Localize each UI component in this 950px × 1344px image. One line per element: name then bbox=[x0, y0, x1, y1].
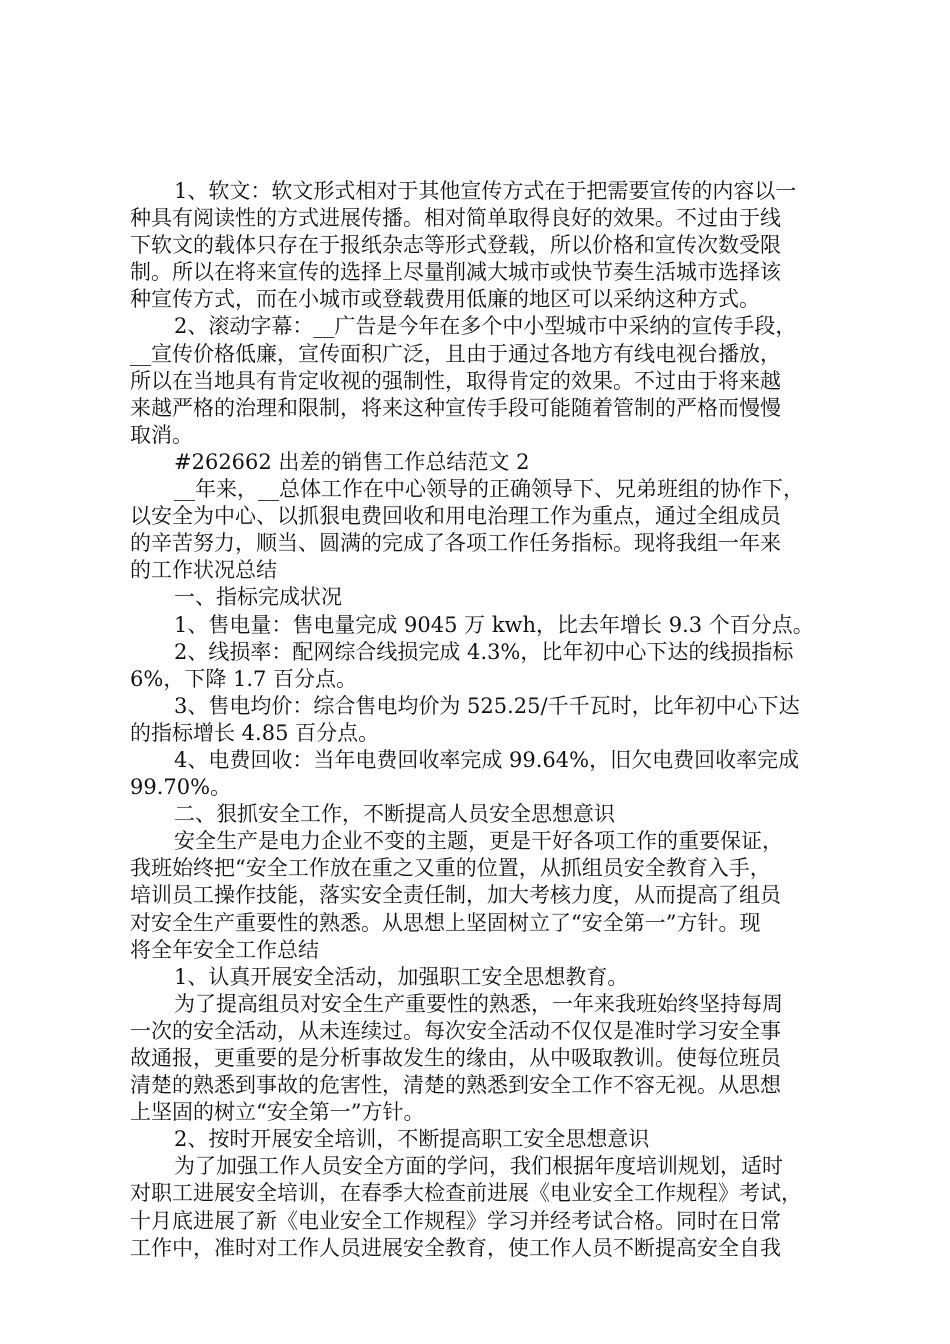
text-line: 1、售电量：售电量完成 9045 万 kwh，比去年增长 9.3 个百分点。 bbox=[174, 612, 814, 637]
text-line: 所以在当地具有肯定收视的强制性，取得肯定的效果。不过由于将来越 bbox=[130, 368, 781, 393]
text-line: 的辛苦努力，顺当、圆满的完成了各项工作任务指标。现将我组一年来 bbox=[130, 531, 781, 556]
text-line: 一、指标完成状况 bbox=[174, 585, 342, 610]
text-line: 来越严格的治理和限制，将来这种宣传手段可能随着管制的严格而慢慢 bbox=[130, 395, 781, 420]
text-line: __宣传价格低廉，宣传面积广泛，且由于通过各地方有线电视台播放， bbox=[130, 341, 781, 366]
text-line: 我班始终把“安全工作放在重之又重的位置，从抓组员安全教育入手， bbox=[130, 856, 771, 881]
text-line: 十月底进展了新《电业安全工作规程》学习并经考试合格。同时在日常 bbox=[130, 1208, 781, 1233]
text-line: 安全生产是电力企业不变的主题，更是干好各项工作的重要保证， bbox=[174, 829, 783, 854]
text-line: 取消。 bbox=[130, 422, 193, 447]
text-line: 对安全生产重要性的熟悉。从思想上坚固树立了“安全第一”方针。现 bbox=[130, 910, 761, 935]
text-line: 对职工进展安全培训，在春季大检查前进展《电业安全工作规程》考试， bbox=[130, 1181, 802, 1206]
text-line: 下软文的载体只存在于报纸杂志等形式登载，所以价格和宣传次数受限 bbox=[130, 233, 781, 258]
text-line: 为了提高组员对安全生产重要性的熟悉，一年来我班始终坚持每周 bbox=[174, 991, 783, 1016]
text-line: __年来，__总体工作在中心领导的正确领导下、兄弟班组的协作下， bbox=[174, 477, 804, 502]
text-line: 2、线损率：配网综合线损完成 4.3%，比年初中心下达的线损指标 bbox=[174, 639, 794, 664]
text-line: 99.70%。 bbox=[130, 775, 232, 800]
text-line: 清楚的熟悉到事故的危害性，清楚的熟悉到安全工作不容无视。从思想 bbox=[130, 1073, 781, 1098]
text-line: 制。所以在将来宣传的选择上尽量削减大城市或快节奏生活城市选择该 bbox=[130, 260, 781, 285]
text-line: 的指标增长 4.85 百分点。 bbox=[130, 720, 380, 745]
text-line: 的工作状况总结 bbox=[130, 558, 277, 583]
document-body bbox=[130, 178, 835, 1262]
text-line: 为了加强工作人员安全方面的学问，我们根据年度培训规划，适时 bbox=[174, 1154, 783, 1179]
text-line: 2、按时开展安全培训，不断提高职工安全思想意识 bbox=[174, 1127, 650, 1152]
text-line: 3、售电均价：综合售电均价为 525.25/千千瓦时，比年初中心下达 bbox=[174, 693, 800, 718]
text-line: 种具有阅读性的方式进展传播。相对简单取得良好的效果。不过由于线 bbox=[130, 206, 781, 231]
text-line: 以安全为中心、以抓狠电费回收和用电治理工作为重点，通过全组成员 bbox=[130, 504, 781, 529]
text-line: 工作中，准时对工作人员进展安全教育，使工作人员不断提高安全自我 bbox=[130, 1235, 781, 1260]
text-line: 6%，下降 1.7 百分点。 bbox=[130, 666, 358, 691]
text-line: 一次的安全活动，从未连续过。每次安全活动不仅仅是准时学习安全事 bbox=[130, 1018, 781, 1043]
text-line: 故通报，更重要的是分析事故发生的缘由，从中吸取教训。使每位班员 bbox=[130, 1046, 781, 1070]
text-line: 种宣传方式，而在小城市或登载费用低廉的地区可以采纳这种方式。 bbox=[130, 287, 760, 312]
text-line: 二、狠抓安全工作，不断提高人员安全思想意识 bbox=[174, 802, 615, 827]
text-line: 1、认真开展安全活动，加强职工安全思想教育。 bbox=[174, 964, 629, 989]
text-line: #262662 出差的销售工作总结范文 2 bbox=[174, 449, 530, 474]
text-line: 2、滚动字幕：__广告是今年在多个中小型城市中采纳的宣传手段， bbox=[174, 314, 797, 339]
text-line: 将全年安全工作总结 bbox=[130, 937, 319, 962]
text-line: 上坚固的树立“安全第一”方针。 bbox=[130, 1100, 425, 1125]
text-line: 培训员工操作技能，落实安全责任制，加大考核力度，从而提高了组员 bbox=[130, 883, 781, 908]
text-line: 1、软文：软文形式相对于其他宣传方式在于把需要宣传的内容以一 bbox=[174, 179, 797, 203]
text-line: 4、电费回收：当年电费回收率完成 99.64%，旧欠电费回收率完成 bbox=[174, 747, 800, 772]
